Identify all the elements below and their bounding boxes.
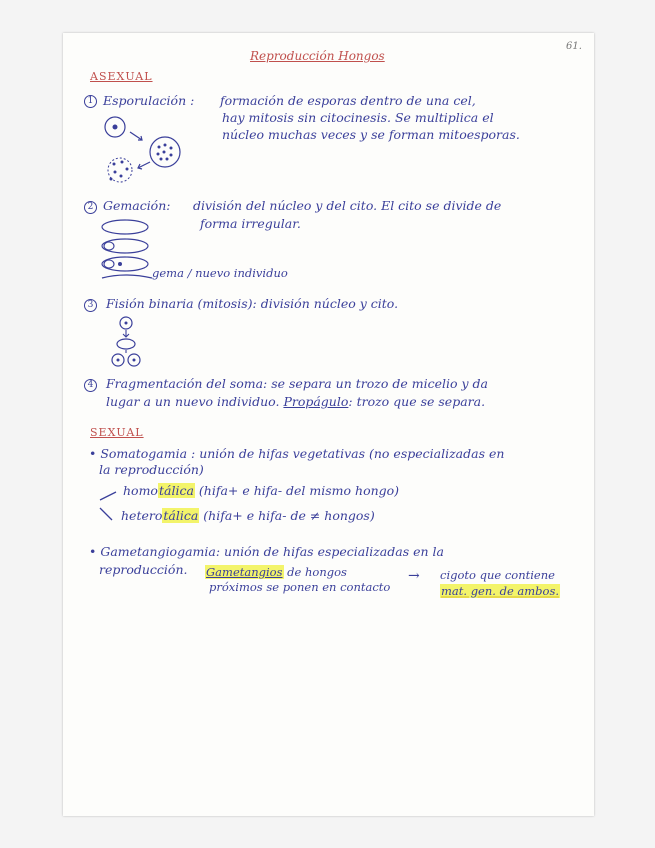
gemacion-line2: forma irregular. <box>200 216 301 231</box>
gemacion-term: Gemación: <box>103 198 171 213</box>
heterotalica-definition: (hifa+ e hifa- de ≠ hongos) <box>203 508 375 523</box>
homotalica-suffix: tálica <box>158 483 194 498</box>
fision-text: Fisión binaria (mitosis): división núcleo y cito. <box>106 296 399 311</box>
item-number-2: 2 <box>84 201 97 214</box>
fragmentacion-text: lugar a un nuevo individuo. <box>106 394 280 409</box>
homotalica-prefix: homo <box>123 483 158 498</box>
cigoto-line1: cigoto que contiene <box>440 568 555 582</box>
budding-diagram-icon <box>100 218 160 284</box>
page-number: 61. <box>566 41 582 52</box>
cigoto-material-text: mat. gen. de ambos. <box>441 584 560 598</box>
esporulacion-term: Esporulación : <box>103 93 195 108</box>
gametangios-term: Gametangios <box>206 565 283 579</box>
gametangios-line <box>205 565 347 579</box>
somatogamia-line2: la reproducción) <box>99 462 204 477</box>
fragmentacion-line1: Fragmentación del soma: se separa un trozo de micelio y da <box>106 376 488 391</box>
item-number-4: 4 <box>84 379 97 392</box>
somatogamia-line1: • Somatogamia : unión de hifas vegetativas (no especializadas en <box>89 446 505 461</box>
fission-diagram-icon <box>110 315 150 370</box>
arrow-icon: → <box>408 568 420 584</box>
item-number-3: 3 <box>84 299 97 312</box>
esporulacion-line1: formación de esporas dentro de una cel, <box>220 93 476 108</box>
propagulo-definition: : trozo que se separa. <box>348 394 486 409</box>
gema-label: gema / nuevo individuo <box>152 266 288 280</box>
heterotalica-prefix: hetero <box>121 508 163 523</box>
asexual-heading: ASEXUAL <box>90 70 153 83</box>
esporulacion-line3: núcleo muchas veces y se forman mitoesporas. <box>222 127 520 142</box>
gametangiogamia-line1: • Gametangiogamia: unión de hifas especializadas en la <box>89 544 444 559</box>
esporulacion-line2: hay mitosis sin citocinesis. Se multiplica el <box>222 110 494 125</box>
gemacion-line1: división del núcleo y del cito. El cito se divide de <box>193 198 502 213</box>
heterotalica-suffix: tálica <box>163 508 199 523</box>
heterotalica-line <box>121 509 375 523</box>
gametangios-contact-text: próximos se ponen en contacto <box>209 580 391 594</box>
spore-diagram-icon <box>100 112 185 192</box>
gametangios-text: de hongos <box>287 565 347 579</box>
page-title: Reproducción Hongos <box>250 49 385 63</box>
sexual-heading: SEXUAL <box>90 426 144 439</box>
homotalica-definition: (hifa+ e hifa- del mismo hongo) <box>198 483 400 498</box>
cigoto-line2 <box>440 584 560 598</box>
homotalica-line <box>123 484 399 498</box>
branch-lines-icon <box>98 488 120 524</box>
propagulo-term: Propágulo <box>283 394 349 409</box>
item-number-1: 1 <box>84 95 97 108</box>
fragmentacion-line2 <box>106 395 485 409</box>
gametangiogamia-line2: reproducción. <box>99 562 188 577</box>
